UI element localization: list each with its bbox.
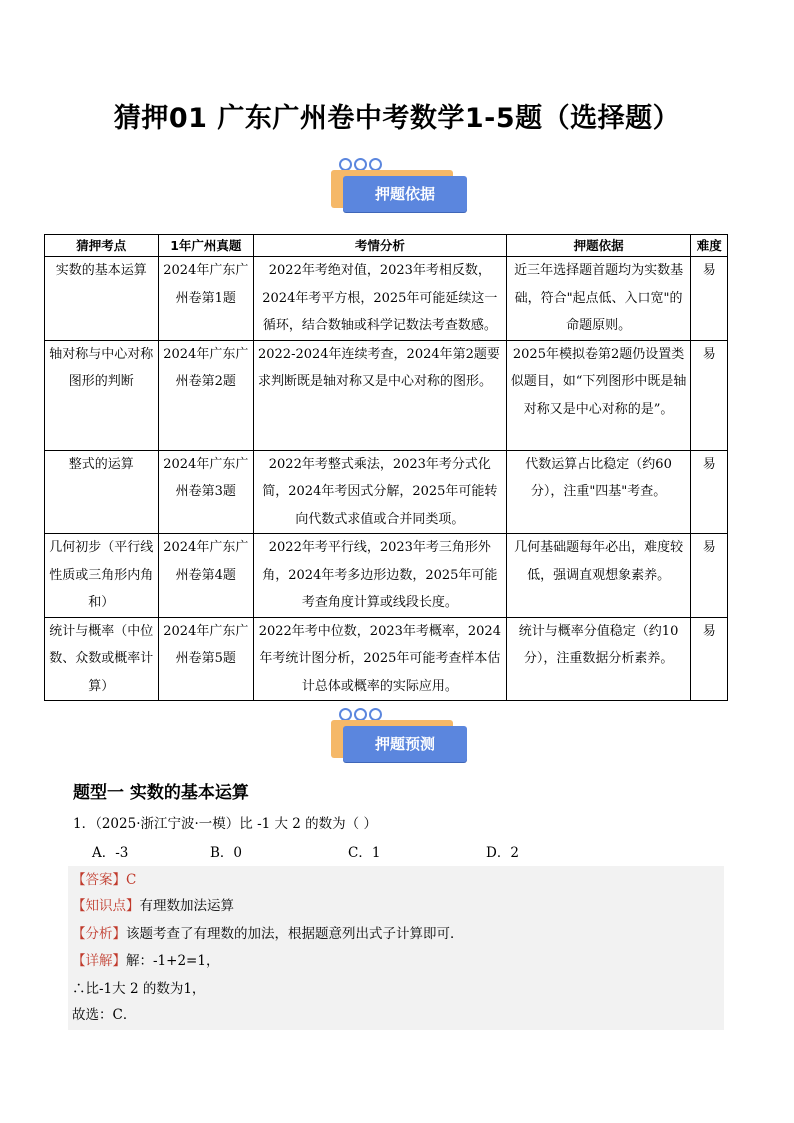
cell-topic: 统计与概率（中位数、众数或概率计算） <box>45 617 159 701</box>
cell-topic: 轴对称与中心对称图形的判断 <box>45 340 159 450</box>
question-stem: 1．（2025·浙江宁波·一模）比 -1 大 2 的数为（ ） <box>73 816 377 832</box>
detail-value: 解：-1+2=1， <box>126 953 220 969</box>
cell-topic: 整式的运算 <box>45 450 159 534</box>
cell-topic: 实数的基本运算 <box>45 257 159 341</box>
page-title: 猜押01 广东广州卷中考数学1-5题（选择题） <box>113 103 681 134</box>
analysis-value: 该题考查了有理数的加法，根据题意列出式子计算即可． <box>126 926 464 942</box>
answer-value: C <box>126 872 137 888</box>
cell-basis: 近三年选择题首题均为实数基础，符合"起点低、入口宽"的命题原则。 <box>506 257 691 341</box>
option-d: D．2 <box>486 845 519 861</box>
cell-analysis: 2022年考中位数，2023年考概率，2024年考统计图分析，2025年可能考查样本估计总体或概率的实际应用。 <box>253 617 506 701</box>
detail-tag: 【详解】 <box>72 953 126 969</box>
cell-real: 2024年广东广州卷第1题 <box>158 257 253 341</box>
table-row <box>45 534 728 618</box>
cell-difficulty: 易 <box>691 257 728 341</box>
table-row <box>45 340 728 450</box>
analysis-tag: 【分析】 <box>72 926 126 942</box>
cell-difficulty: 易 <box>691 340 728 450</box>
cell-real: 2024年广东广州卷第2题 <box>158 340 253 450</box>
cell-difficulty: 易 <box>691 450 728 534</box>
answer-line <box>72 868 136 888</box>
option-c: C．1 <box>348 845 381 861</box>
answer-tag: 【答案】 <box>72 872 126 888</box>
header-difficulty: 难度 <box>691 235 728 257</box>
cell-real: 2024年广东广州卷第3题 <box>158 450 253 534</box>
cell-basis: 代数运算占比稳定（约60分），注重"四基"考查。 <box>506 450 691 534</box>
knowledge-value: 有理数加法运算 <box>139 898 234 914</box>
header-real: 1年广州真题 <box>158 235 253 257</box>
header-topic: 猜押考点 <box>45 235 159 257</box>
section-badge-basis <box>331 156 469 218</box>
detail-line <box>72 949 219 969</box>
cell-difficulty: 易 <box>691 617 728 701</box>
cell-real: 2024年广东广州卷第5题 <box>158 617 253 701</box>
option-b: B．0 <box>210 845 243 861</box>
cell-basis: 几何基础题每年必出，难度较低，强调直观想象素养。 <box>506 534 691 618</box>
table-row <box>45 257 728 341</box>
prediction-table <box>44 234 728 701</box>
question-type-heading: 题型一 实数的基本运算 <box>73 783 249 803</box>
header-analysis: 考情分析 <box>253 235 506 257</box>
answer-panel <box>68 866 724 1030</box>
cell-analysis: 2022年考绝对值，2023年考相反数，2024年考平方根，2025年可能延续这一循环，结合数轴或科学记数法考查数感。 <box>253 257 506 341</box>
detail-line-3: 故选：C． <box>72 1007 137 1023</box>
cell-topic: 几何初步（平行线性质或三角形内角和） <box>45 534 159 618</box>
table-row <box>45 617 728 701</box>
cell-analysis: 2022-2024年连续考查，2024年第2题要求判断既是轴对称又是中心对称的图形。 <box>253 340 506 450</box>
cell-basis: 统计与概率分值稳定（约10分），注重数据分析素养。 <box>506 617 691 701</box>
cell-basis: 2025年模拟卷第2题仍设置类似题目，如“下列图形中既是轴对称又是中心对称的是”。 <box>506 340 691 450</box>
knowledge-tag: 【知识点】 <box>72 898 140 914</box>
table-row <box>45 450 728 534</box>
option-a: A．-3 <box>92 845 129 861</box>
knowledge-line <box>72 894 234 914</box>
detail-line-2: ∴比-1大 2 的数为1， <box>72 981 206 997</box>
analysis-line <box>72 922 464 942</box>
section-badge-prediction <box>331 706 469 768</box>
cell-real: 2024年广东广州卷第4题 <box>158 534 253 618</box>
badge-label: 押题预测 <box>343 726 467 762</box>
badge-label: 押题依据 <box>343 176 467 212</box>
cell-analysis: 2022年考整式乘法，2023年考分式化简，2024年考因式分解，2025年可能转向代数式求值或合并同类项。 <box>253 450 506 534</box>
header-basis: 押题依据 <box>506 235 691 257</box>
table-header-row <box>45 235 728 257</box>
cell-analysis: 2022年考平行线，2023年考三角形外角，2024年考多边形边数，2025年可能考查角度计算或线段长度。 <box>253 534 506 618</box>
cell-difficulty: 易 <box>691 534 728 618</box>
